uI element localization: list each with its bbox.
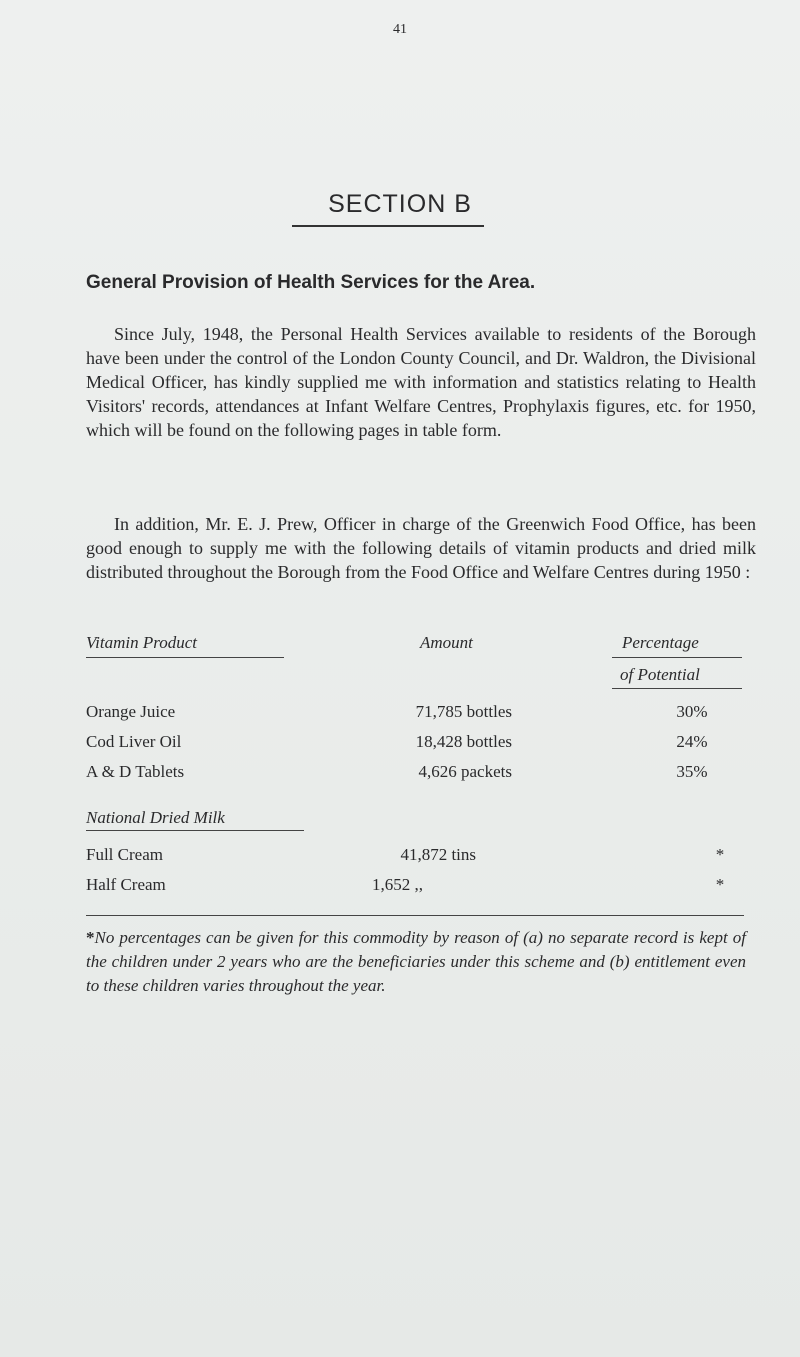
header-vitamin-product: Vitamin Product bbox=[86, 633, 197, 652]
subgroup-underline bbox=[86, 830, 304, 831]
subgroup-row-product: Full Cream bbox=[86, 845, 163, 864]
paragraph-1: Since July, 1948, the Personal Health Services available to residents of the Borough have been under the control of the London County Council, and Dr. Waldron, the Divisional Medical Officer, has kindly supplied me with information and statistics relating to Health Visitors' records, attendances at Infant Welfare Centres, Prophylaxis figures, etc. for 1950, which will be found on the following pages in table form. bbox=[86, 324, 756, 440]
header-product-underline bbox=[86, 657, 284, 658]
header-percentage: Percentage bbox=[622, 633, 699, 652]
subgroup-row-amount: 41,872 tins bbox=[400, 845, 476, 864]
page-number: 41 bbox=[393, 22, 407, 37]
header-of-potential: of Potential bbox=[620, 665, 700, 684]
table-bottom-rule bbox=[86, 915, 744, 916]
row-product: Cod Liver Oil bbox=[86, 732, 182, 751]
row-percentage: 24% bbox=[676, 732, 708, 751]
subgroup-row-product: Half Cream bbox=[86, 875, 166, 894]
footnote-marker: * bbox=[86, 928, 95, 947]
row-product: A & D Tablets bbox=[86, 762, 185, 781]
section-title-underline bbox=[292, 225, 484, 227]
subgroup-row-amount: 1,652 ,, bbox=[372, 875, 423, 894]
subgroup-row-percentage: * bbox=[715, 845, 725, 864]
subgroup-row-percentage: * bbox=[715, 875, 725, 894]
row-amount: 18,428 bottles bbox=[415, 732, 512, 751]
header-percentage-underline bbox=[612, 688, 742, 689]
row-percentage: 35% bbox=[676, 762, 708, 781]
footnote bbox=[86, 926, 746, 998]
header-percentage-divider bbox=[612, 657, 742, 658]
subgroup-title: National Dried Milk bbox=[86, 808, 225, 827]
header-amount: Amount bbox=[420, 633, 473, 652]
section-title: SECTION B bbox=[328, 190, 472, 218]
subheading: General Provision of Health Services for the Area. bbox=[86, 272, 536, 293]
row-amount: 71,785 bottles bbox=[415, 702, 512, 721]
paragraph-2: In addition, Mr. E. J. Prew, Officer in charge of the Greenwich Food Office, has been good enough to supply me with the following details of vitamin products and dried milk distributed throughout the Borough from the Food Office and Welfare Centres during 1950 : bbox=[86, 514, 756, 582]
footnote-text: No percentages can be given for this commodity by reason of (a) no separate record is kept of the children under 2 years who are the beneficiaries under this scheme and (b) entitlement even to these children varies throughout the year. bbox=[86, 928, 746, 995]
row-percentage: 30% bbox=[676, 702, 708, 721]
row-amount: 4,626 packets bbox=[418, 762, 512, 781]
row-product: Orange Juice bbox=[86, 702, 176, 721]
